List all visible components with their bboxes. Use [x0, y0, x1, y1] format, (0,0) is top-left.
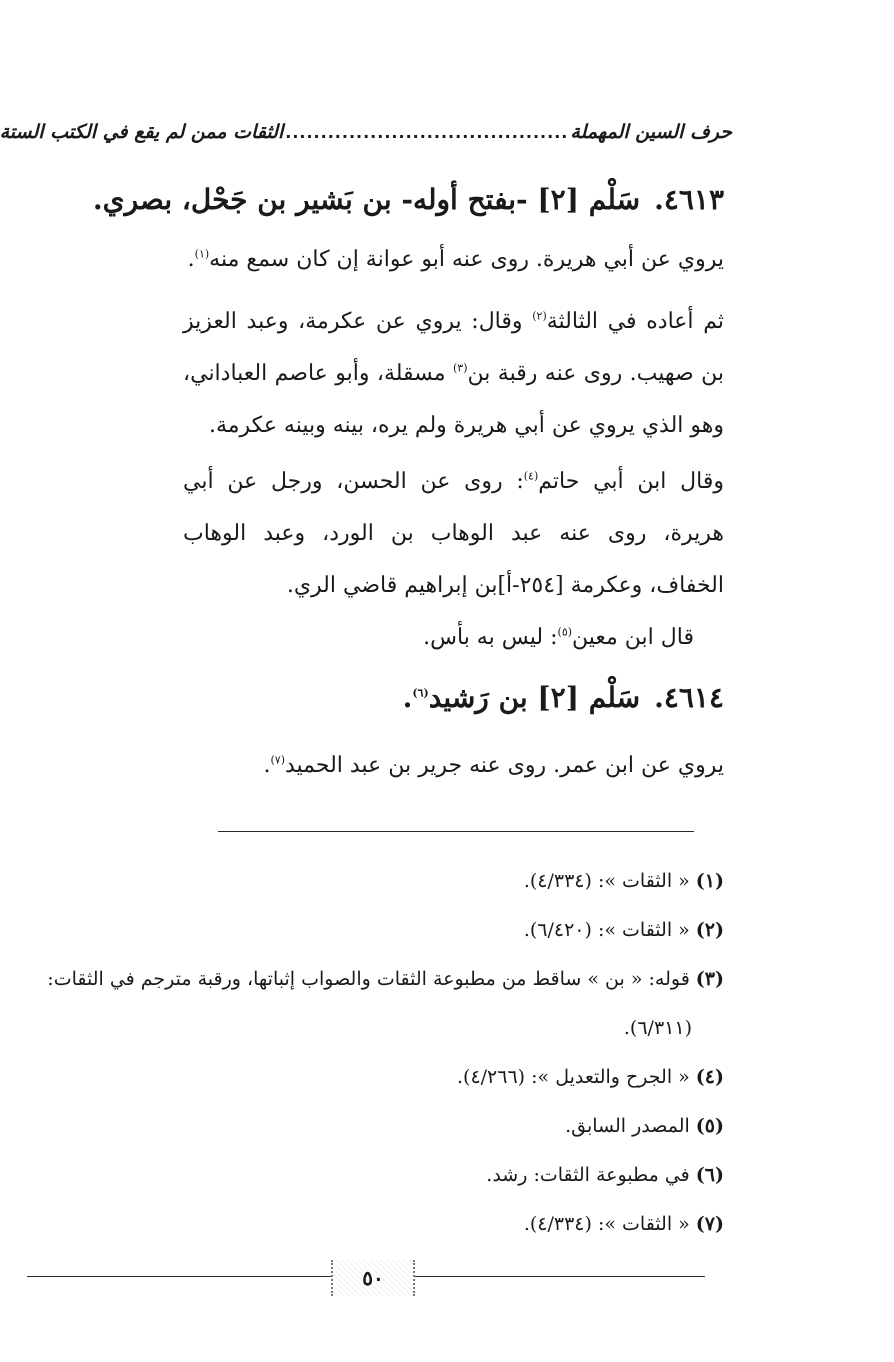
footnote-ref: (٣) — [453, 361, 468, 375]
entry-title: سَلْم [٢] -بفتح أوله- بن بَشير بن جَحْل، بصري. — [92, 183, 641, 216]
footnote-text: قوله: « بن » ساقط من مطبوعة الثقات والصواب إثباتها، ورقبة مترجم في الثقات: — [47, 968, 690, 990]
footnote-ref: (٢) — [532, 309, 547, 323]
footnote-text: « الجرح والتعديل »: (٤/٢٦٦). — [456, 1066, 690, 1088]
footnote-item — [15, 857, 724, 906]
running-header-book-title: الثقات ممن لم يقع في الكتب الستة — [0, 121, 284, 143]
entry-heading-4614 — [45, 676, 724, 720]
footnote-text: « الثقات »: (٤/٣٣٤). — [523, 1213, 690, 1235]
paragraph-text: : ليس به بأس. — [423, 625, 558, 650]
footnote-separator — [218, 831, 694, 832]
footnote-number: (٦) — [695, 1164, 724, 1186]
paragraph-text: . — [263, 753, 271, 778]
footnote-item — [15, 955, 724, 1004]
footer-rule — [27, 1276, 332, 1277]
entry-number: ٤٦١٣. — [654, 183, 724, 216]
running-header-dots: ........................................ — [285, 122, 569, 142]
footnote-item — [15, 1053, 724, 1102]
paragraph-text: وقال ابن أبي حاتم — [538, 469, 724, 494]
footnote-ref: (٦) — [412, 686, 429, 700]
paragraph — [183, 456, 724, 612]
footnote-item — [15, 1200, 724, 1249]
footnote-number: (٤) — [695, 1066, 724, 1088]
paragraph-text: يروي عن أبي هريرة. روى عنه أبو عوانة إن كان سمع منه — [209, 247, 724, 272]
footnote-ref: (٧) — [270, 753, 285, 767]
entry-title-tail: . — [402, 681, 413, 714]
footnote-text: « الثقات »: (٤/٣٣٤). — [523, 870, 690, 892]
paragraph-text: ثم أعاده في الثالثة — [546, 309, 724, 334]
footnote-number: (٧) — [695, 1213, 724, 1235]
paragraph — [45, 612, 694, 664]
page-number: ٥٠ — [331, 1260, 415, 1296]
paragraph-text: يروي عن ابن عمر. روى عنه جرير بن عبد الحميد — [284, 753, 724, 778]
entry-heading-4613 — [45, 178, 724, 222]
footnote-ref: (٥) — [557, 625, 573, 639]
footnote-number: (٥) — [695, 1115, 724, 1137]
footnote-item — [15, 1151, 724, 1200]
footnote-item — [15, 906, 724, 955]
entry-title: سَلْم [٢] بن رَشيد — [428, 681, 641, 714]
running-header-chapter: حرف السين المهملة — [570, 121, 732, 143]
paragraph-text: . — [187, 247, 195, 272]
footnote-ref: (١) — [194, 247, 210, 261]
footnote-number: (٢) — [695, 919, 724, 941]
footnote-text: « الثقات »: (٦/٤٢٠). — [523, 919, 690, 941]
footer-rule — [410, 1276, 705, 1277]
paragraph-text: : روى عن الحسن، ورجل عن أبي هريرة، روى عنه عبد الوهاب بن الورد، وعبد الوهاب الخفاف، وعكرمة [٢٥٤-أ]بن إبراهيم قاضي الري. — [183, 469, 724, 598]
running-header — [0, 112, 732, 152]
footnote-number: (١) — [695, 870, 724, 892]
paragraph-text: مسقلة، وأبو عاصم العباداني، وهو الذي يروي عن أبي هريرة ولم يره، بينه وبينه عكرمة. — [183, 361, 724, 438]
footnote-text: (٦/٣١١). — [623, 1017, 692, 1039]
paragraph-text: قال ابن معين — [572, 625, 694, 650]
footnote-text: المصدر السابق. — [565, 1115, 690, 1137]
entry-number: ٤٦١٤. — [654, 681, 724, 714]
footnote-ref: (٤) — [523, 469, 539, 483]
paragraph — [45, 234, 724, 286]
paragraph — [183, 296, 724, 452]
footnote-continuation — [15, 1004, 724, 1053]
paragraph — [45, 740, 724, 792]
footnotes — [15, 857, 724, 1249]
footnote-item — [15, 1102, 724, 1151]
footnote-text: في مطبوعة الثقات: رشد. — [486, 1164, 690, 1186]
paragraph-text: وقال: يروي عن عكرمة، وعبد العزيز بن صهيب. روى عنه رقبة بن — [183, 309, 724, 386]
footnote-number: (٣) — [695, 968, 724, 990]
